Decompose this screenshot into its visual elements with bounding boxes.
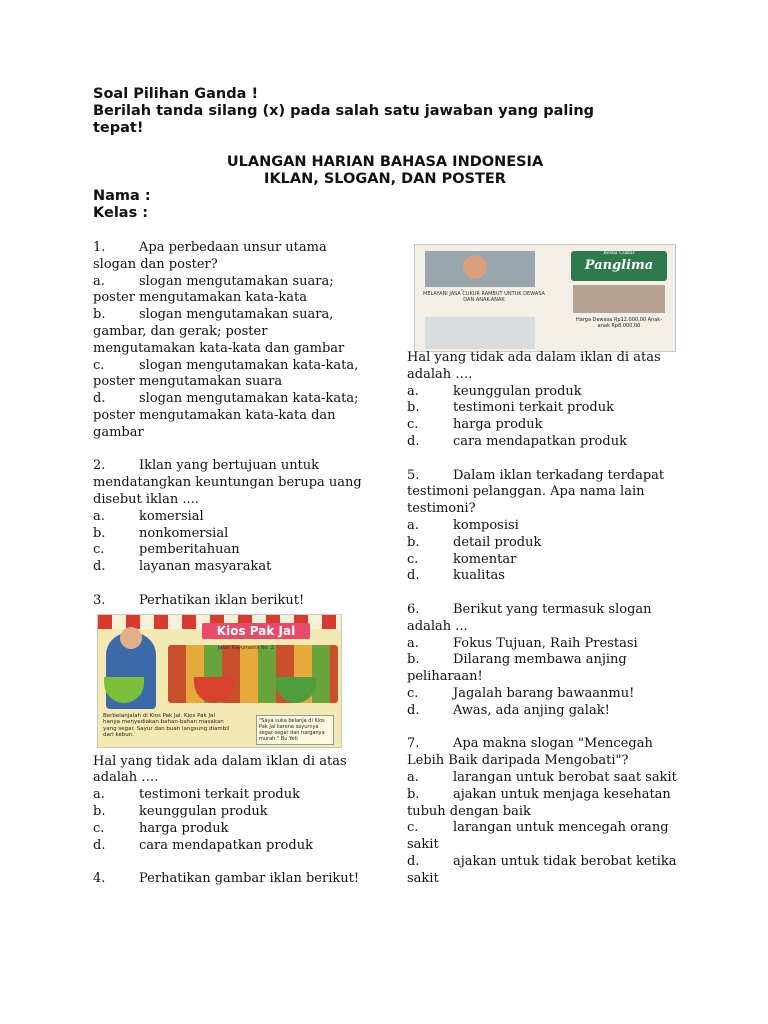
option-c: c. larangan untuk mencegah orang sakit (407, 820, 669, 853)
exam-subtitle: IKLAN, SLOGAN, DAN POSTER (264, 171, 506, 187)
ad-title: Kios Pak Jal (202, 623, 310, 639)
question-5 (407, 468, 677, 586)
option-d: d. ajakan untuk tidak berobat ketika sakit (407, 853, 677, 886)
haircut-closeup (573, 285, 665, 313)
exam-title: ULANGAN HARIAN BAHASA INDONESIA (226, 154, 544, 170)
ad-price: Harga Dewasa Rp12.000,00 Anak-anak Rp8.000,00 (576, 317, 662, 329)
panglima-barbershop-ad-image (414, 244, 676, 352)
left-column (93, 240, 363, 905)
option-d: d. slogan mengutamakan kata-kata; poster mengutamakan kata-kata dan gambar (93, 391, 359, 440)
option-c: c. Jagalah barang bawaanmu! (407, 685, 635, 701)
brand-logo: Kedai Cukur Panglima (571, 251, 667, 281)
option-d: d. layanan masyarakat (93, 559, 272, 575)
question-number: 5. (407, 467, 420, 483)
option-b: b. slogan mengutamakan suara, gambar, dan gerak; poster mengutamakan kata-kata dan gambar (93, 307, 345, 356)
question-text: Dalam iklan terkadang terdapat testimoni pelanggan. Apa nama lain testimoni? (407, 467, 665, 517)
question-stem: Hal yang tidak ada dalam iklan di atas adalah …. (407, 350, 661, 382)
question-number: 4. (93, 871, 106, 887)
option-c: c. komentar (407, 551, 517, 567)
option-a: a. komersial (93, 508, 204, 524)
right-column (407, 350, 677, 904)
question-number: 2. (93, 458, 106, 474)
customer-head (463, 255, 487, 279)
instruction-line-cont: tepat! (93, 120, 144, 136)
option-b: b. ajakan untuk menjaga kesehatan tubuh dengan baik (407, 786, 671, 819)
question-6 (407, 602, 677, 720)
option-a: a. komposisi (407, 517, 519, 533)
option-d: d. cara mendapatkan produk (93, 837, 313, 853)
question-text: Apa perbedaan unsur utama slogan dan poster? (93, 240, 327, 272)
question-text: Apa makna slogan "Mencegah Lebih Baik daripada Mengobati"? (407, 736, 653, 769)
option-c: c. pemberitahuan (93, 542, 240, 558)
question-4 (93, 871, 363, 888)
option-b: b. detail produk (407, 534, 542, 550)
option-a: a. testimoni terkait produk (93, 787, 300, 803)
class-field: Kelas : (93, 205, 149, 221)
option-d: d. Awas, ada anjing galak! (407, 702, 610, 718)
kios-pak-jal-ad-image (97, 614, 342, 748)
instruction-line: Berilah tanda silang (x) pada salah satu jawaban yang paling (93, 103, 595, 119)
ad-testimonial: "Saya suka belanja di Kios Pak Jal karena sayurnya segar-segar dan harganya murah." Bu Yeti (256, 715, 334, 745)
ad-service-text: MELAYANI JASA CUKUR RAMBUT UNTUK DEWASA DAN ANAK-ANAK (423, 291, 545, 303)
question-2 (93, 458, 363, 576)
option-b: b. nonkomersial (93, 525, 229, 541)
option-d: d. kualitas (407, 568, 505, 584)
name-field: Nama : (93, 188, 151, 204)
question-7 (407, 736, 677, 887)
option-c: c. harga produk (407, 417, 543, 433)
option-c: c. harga produk (93, 820, 229, 836)
option-c: c. slogan mengutamakan kata-kata, poster mengutamakan suara (93, 357, 359, 390)
ad-address: Jalan Kayumanis No. 2 (218, 644, 274, 651)
question-text: Iklan yang bertujuan untuk mendatangkan keuntungan berupa uang disebut iklan .... (93, 458, 362, 507)
question-text: Perhatikan gambar iklan berikut! (139, 871, 360, 887)
question-number: 7. (407, 736, 420, 752)
question-text: Perhatikan iklan berikut! (139, 592, 305, 608)
worksheet-header (93, 86, 653, 222)
question-stem: Hal yang tidak ada dalam iklan di atas adalah …. (93, 753, 347, 786)
question-text: Berikut yang termasuk slogan adalah ... (407, 601, 652, 634)
option-b: b. testimoni terkait produk (407, 400, 614, 416)
question-1 (93, 240, 363, 442)
question-number: 1. (93, 240, 106, 255)
question-4-options (407, 350, 677, 451)
instruction-heading: Soal Pilihan Ganda ! (93, 86, 259, 102)
option-d: d. cara mendapatkan produk (407, 433, 627, 449)
option-a: a. keunggulan produk (407, 383, 582, 399)
option-a: a. slogan mengutamakan suara; poster mengutamakan kata-kata (93, 273, 334, 306)
option-a: a. larangan untuk berobat saat sakit (407, 769, 677, 785)
option-b: b. keunggulan produk (93, 803, 268, 819)
question-3 (93, 593, 363, 855)
question-number: 6. (407, 601, 420, 617)
option-a: a. Fokus Tujuan, Raih Prestasi (407, 635, 638, 651)
question-number: 3. (93, 592, 106, 608)
haircut-photo (425, 317, 535, 349)
ad-description: Berbelanjalah di Kios Pak Jal. Kios Pak Jal hanya menyediakan bahan-bahan masakan yang segar. Sayur dan buah langsung diambil dari kebun. (103, 712, 230, 739)
option-b: b. Dilarang membawa anjing peliharaan! (407, 652, 627, 685)
